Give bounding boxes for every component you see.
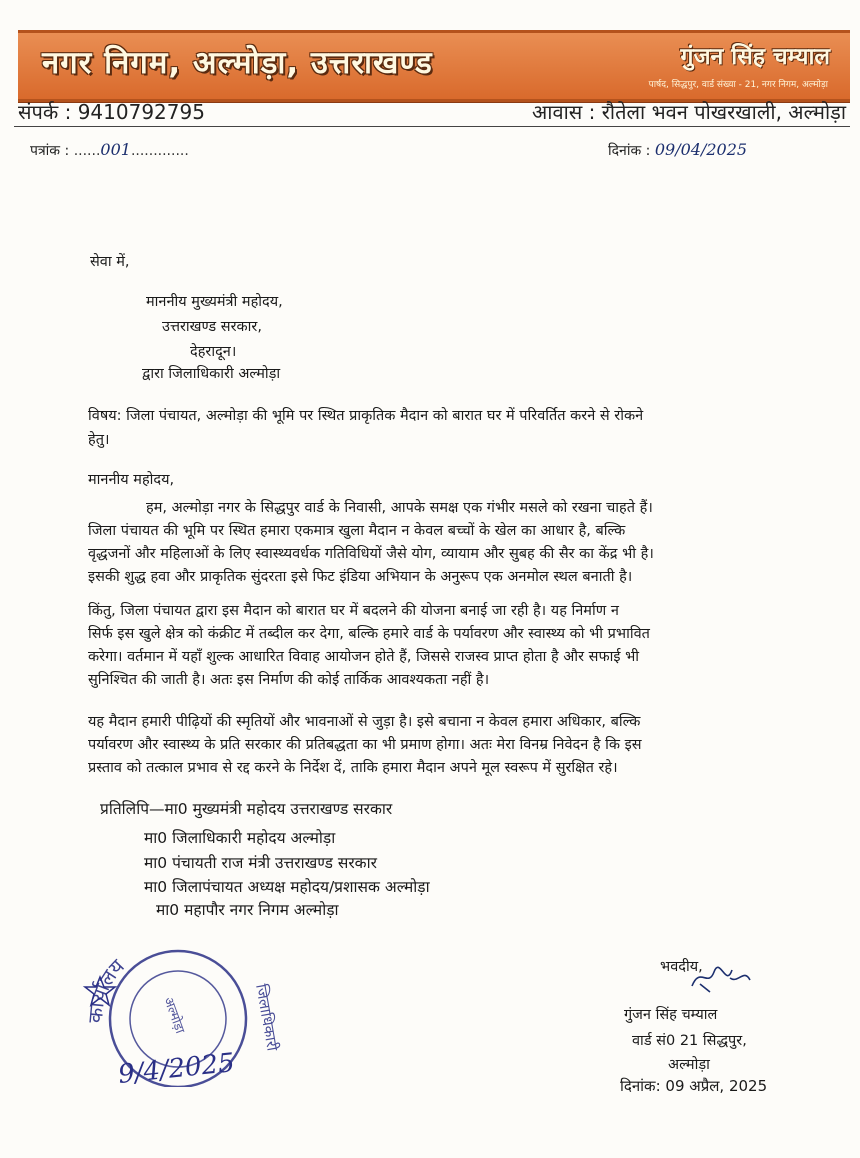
letter-date <box>608 140 747 160</box>
paragraph-line: प्रस्ताव को तत्काल प्रभाव से रद्द करने के निर्देश दें, ताकि हमारा मैदान अपने मूल स्वरूप में सुरक्षित रहे। <box>88 760 618 776</box>
paragraph-line: सिर्फ इस खुले क्षेत्र को कंक्रीट में तब्दील कर देगा, बल्कि हमारे वार्ड के पर्यावरण और स्वास्थ्य को भी प्रभावित <box>88 626 650 642</box>
org-title: नगर निगम, अल्मोड़ा, उत्तराखण्ड <box>42 45 433 81</box>
paragraph-line: इसकी शुद्ध हवा और प्राकृतिक सुंदरता इसे फिट इंडिया अभियान के अनुरूप एक अनमोल स्थल बनाती है। <box>88 569 633 585</box>
signature-icon <box>670 958 760 998</box>
stamp-text-top: कार्यालय <box>82 954 130 1024</box>
paragraph-line: हम, अल्मोड़ा नगर के सिद्धपुर वार्ड के निवासी, आपके समक्ष एक गंभीर मसले को रखना चाहते हैं। <box>146 500 653 516</box>
paragraph-1 <box>88 497 788 589</box>
stamp-handwritten-date: 9/4/2025 <box>116 1047 237 1091</box>
closing-date: दिनांक: 09 अप्रैल, 2025 <box>620 1077 768 1095</box>
copy-line-3: मा0 पंचायती राज मंत्री उत्तराखण्ड सरकार <box>144 854 377 872</box>
closing-bhavdiya: भवदीय, <box>660 959 703 975</box>
seva-mein: सेवा में, <box>90 254 130 270</box>
contact-number: संपर्क : 9410792795 <box>18 100 205 124</box>
copy-line-5: मा0 महापौर नगर निगम अल्मोड़ा <box>156 901 339 919</box>
date-value: 09/04/2025 <box>654 140 748 159</box>
paragraph-line: सुनिश्चित की जाती है। अतः इस निर्माण की कोई तार्किक आवश्यकता नहीं है। <box>88 672 490 688</box>
residence-address: आवास : रौतेला भवन पोखरखाली, अल्मोड़ा <box>532 100 846 124</box>
closing-city: अल्मोड़ा <box>668 1057 710 1073</box>
addressee-line-3: देहरादून। <box>190 344 237 360</box>
paragraph-line: पर्यावरण और स्वास्थ्य के प्रति सरकार की प्रतिबद्धता का भी प्रमाण होगा। अतः मेरा विनम्र निवेदन है कि इस <box>88 737 642 753</box>
copy-line-1: प्रतिलिपि—मा0 मुख्यमंत्री महोदय उत्तराखण्ड सरकार <box>100 800 393 818</box>
paragraph-3 <box>88 711 788 780</box>
paragraph-line: यह मैदान हमारी पीढ़ियों की स्मृतियों और भावनाओं से जुड़ा है। इसे बचाना न केवल हमारा अधिकार, बल्कि <box>88 714 641 730</box>
reference-value: 001 <box>100 140 131 159</box>
header-divider <box>14 126 850 127</box>
date-label: दिनांक : <box>608 143 651 159</box>
addressee-line-4: द्वारा जिलाधिकारी अल्मोड़ा <box>142 366 281 382</box>
addressee-line-2: उत्तराखण्ड सरकार, <box>162 319 262 335</box>
letterhead-banner <box>18 30 850 102</box>
paragraph-line: करेगा। वर्तमान में यहाँ शुल्क आधारित विवाह आयोजन होते हैं, जिससे राजस्व प्राप्त होता है और सफाई भी <box>88 649 640 665</box>
subject-line-1: विषय: जिला पंचायत, अल्मोड़ा की भूमि पर स्थित प्राकृतिक मैदान को बारात घर में परिवर्तित करने से रोकने <box>88 408 644 424</box>
closing-ward: वार्ड सं0 21 सिद्धपुर, <box>632 1033 747 1049</box>
reference-label: पत्रांक : <box>30 143 70 159</box>
paragraph-line: जिला पंचायत की भूमि पर स्थित हमारा एकमात्र खुला मैदान न केवल बच्चों के खेल का आधार है, बल्कि <box>88 523 626 539</box>
addressee-line-1: माननीय मुख्यमंत्री महोदय, <box>146 294 283 310</box>
reference-number: पत्रांक : ......001............. <box>30 140 189 159</box>
councillor-subtitle: पार्षद, सिद्धपुर, वार्ड संख्या - 21, नगर निगम, अल्मोड़ा <box>648 80 828 90</box>
salutation: माननीय महोदय, <box>88 472 175 488</box>
paragraph-2 <box>88 600 788 692</box>
councillor-name: गुंजन सिंह चम्याल <box>680 44 830 70</box>
stamp-text-center: अल्मोड़ा <box>160 995 188 1036</box>
copy-line-4: मा0 जिलापंचायत अध्यक्ष महोदय/प्रशासक अल्मोड़ा <box>144 878 430 896</box>
copy-line-2: मा0 जिलाधिकारी महोदय अल्मोड़ा <box>144 829 336 847</box>
closing-name: गुंजन सिंह चम्याल <box>624 1007 718 1023</box>
paragraph-line: किंतु, जिला पंचायत द्वारा इस मैदान को बारात घर में बदलने की योजना बनाई जा रही है। यह निर्माण न <box>88 603 619 619</box>
subject-line-2: हेतु। <box>88 432 110 448</box>
stamp-text-right: जिलाधिकारी <box>252 982 282 1053</box>
paragraph-line: वृद्धजनों और महिलाओं के लिए स्वास्थ्यवर्धक गतिविधियों जैसे योग, व्यायाम और सुबह की सैर का केंद्र भी है। <box>88 546 654 562</box>
